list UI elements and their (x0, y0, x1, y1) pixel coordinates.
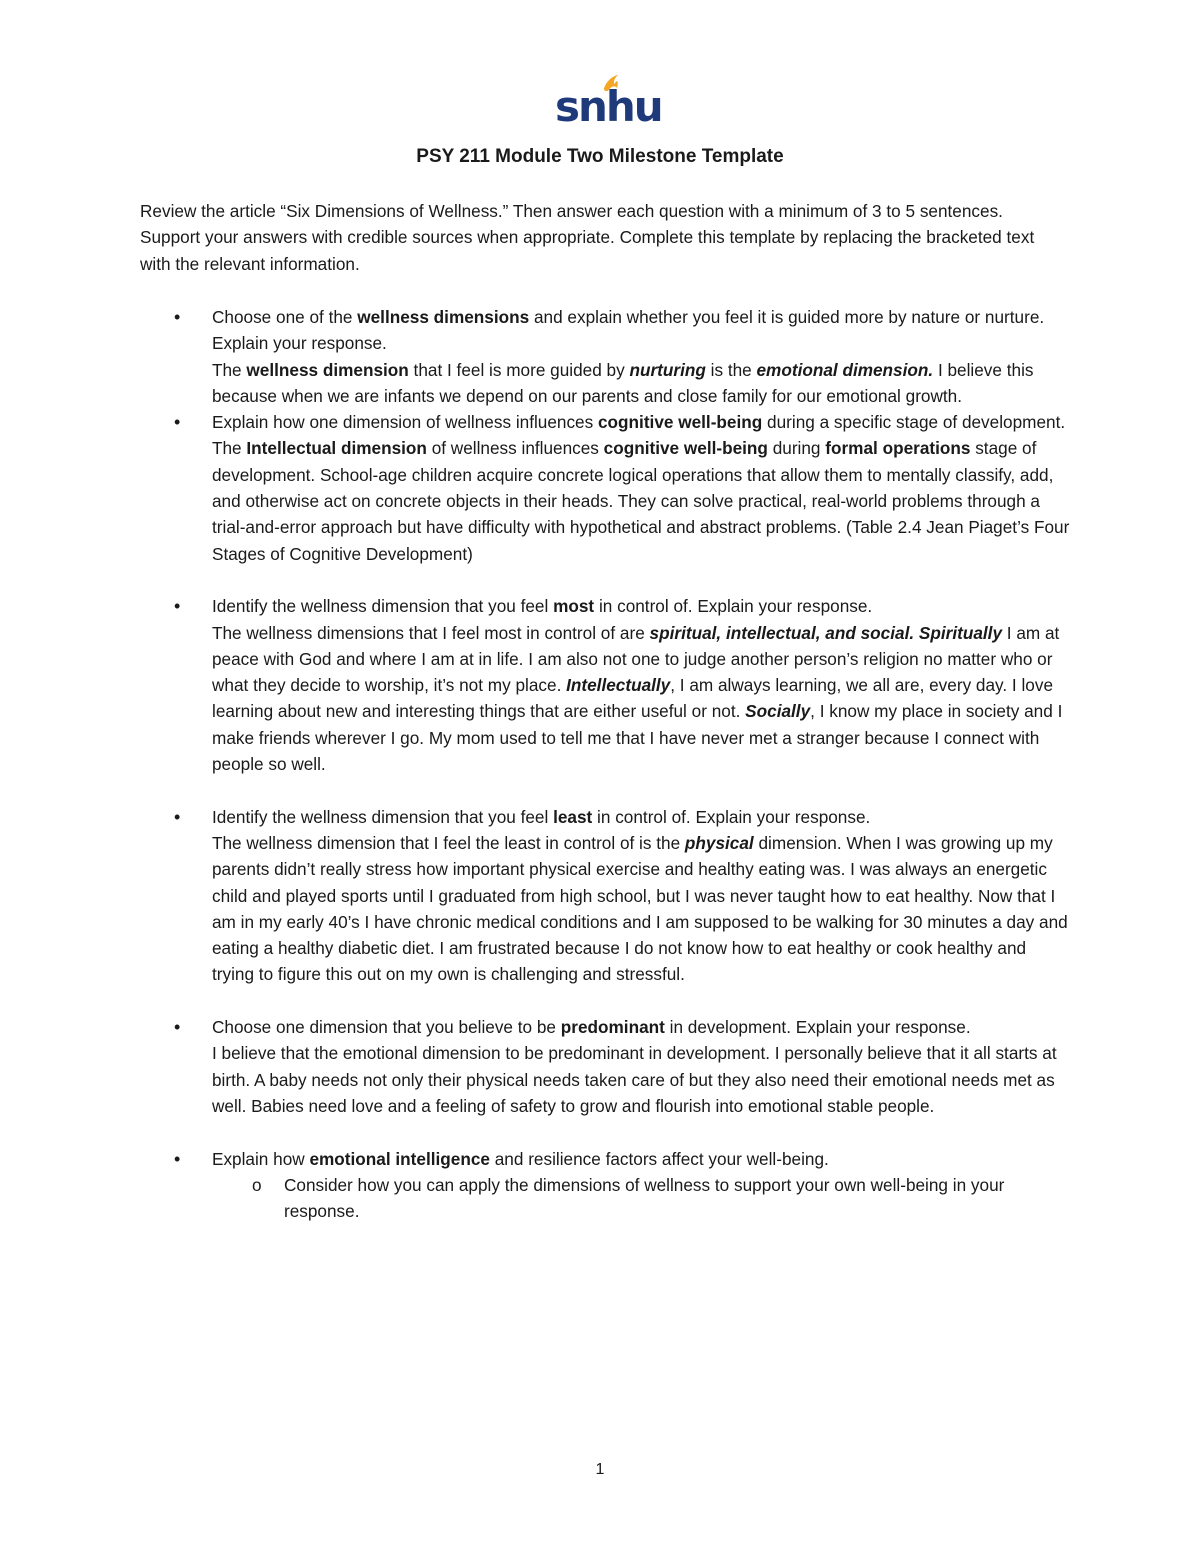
answer-text: The wellness dimensions that I feel most in control of are spiritual, intellectual, and social. Spiritually I am at peace with God and where I am at in life. I am also not one to judge another person’s religion no matter who or what they decide to worship, it’s not my place. Intellectually, I am always learning, we all are, every day. I love learning about new and interesting things that are either useful or not. Socially, I know my place in society and I make friends wherever I go. My mom used to tell me that I have never met a stranger because I connect with people so well. (212, 622, 1063, 775)
question-text: Choose one of the wellness dimensions and explain whether you feel it is guided more by nature or nurture. Explain your response. (212, 307, 1045, 354)
list-item-predominant-dimension (140, 1014, 1070, 1119)
list-item-nature-nurture (140, 304, 1070, 409)
answer-text: I believe that the emotional dimension to be predominant in development. I personally believe that it all starts at birth. A baby needs not only their physical needs taken care of but they also need their emotional needs met as well. Babies need love and a feeling of safety to grow and flourish into emotional stable people. (212, 1043, 1057, 1116)
list-item-cognitive-wellbeing (140, 409, 1070, 567)
question-text: Explain how emotional intelligence and resilience factors affect your well-being. (212, 1148, 829, 1169)
question-text: Identify the wellness dimension that you feel least in control of. Explain your response. (212, 806, 871, 827)
page-number: 1 (595, 1461, 605, 1478)
answer-text: The wellness dimension that I feel is more guided by nurturing is the emotional dimension. I believe this because when we are infants we depend on our parents and close family for our emotional growth. (212, 359, 1034, 406)
answer-text: The wellness dimension that I feel the least in control of is the physical dimension. When I was growing up my parents didn’t really stress how important physical exercise and healthy eating was. I was always an energetic child and played sports until I graduated from high school, but I was never taught how to eat healthy. Now that I am in my early 40’s I have chronic medical conditions and I am supposed to be walking for 30 minutes a day and eating a healthy diabetic diet. I am frustrated because I do not know how to eat healthy or cook healthy and trying to figure this out on my own is challenging and stressful. (212, 832, 1068, 985)
question-text: Choose one dimension that you believe to be predominant in development. Explain your response. (212, 1017, 971, 1038)
list-item-most-control (140, 593, 1070, 777)
instructions-paragraph: Review the article “Six Dimensions of Wellness.” Then answer each question with a minimum of 3 to 5 sentences. Support your answers with credible sources when appropriate. Complete this template by replacing the bracketed text with the relevant information. (140, 201, 1035, 274)
sub-list-item (212, 1172, 1070, 1225)
bullet-icon: • (174, 806, 181, 827)
question-text: Identify the wellness dimension that you feel most in control of. Explain your response. (212, 596, 873, 617)
snhu-logo-wordmark: snhu (555, 82, 662, 131)
sub-question-text: Consider how you can apply the dimensions of wellness to support your own well-being in your response. (284, 1174, 1005, 1222)
list-item-least-control (140, 804, 1070, 988)
bullet-icon: • (174, 1017, 181, 1038)
sub-bullet-icon: o (252, 1174, 262, 1195)
question-text: Explain how one dimension of wellness influences cognitive well-being during a specific stage of development. (212, 412, 1066, 433)
page-title: PSY 211 Module Two Milestone Template (416, 146, 784, 167)
bullet-icon: • (174, 596, 181, 617)
answer-text: The Intellectual dimension of wellness influences cognitive well-being during formal operations stage of development. School-age children acquire concrete logical operations that allow them to mentally classify, add, and otherwise act on concrete objects in their heads. They can solve practical, real-world problems through a trial-and-error approach but have difficulty with hypothetical and abstract problems. (Table 2.4 Jean Piaget’s Four Stages of Cognitive Development) (212, 438, 1070, 564)
bullet-icon: • (174, 412, 181, 433)
question-list (140, 304, 1070, 1224)
bullet-icon: • (174, 307, 181, 327)
bullet-icon: • (174, 1148, 181, 1169)
list-item-emotional-intelligence (140, 1146, 1070, 1225)
